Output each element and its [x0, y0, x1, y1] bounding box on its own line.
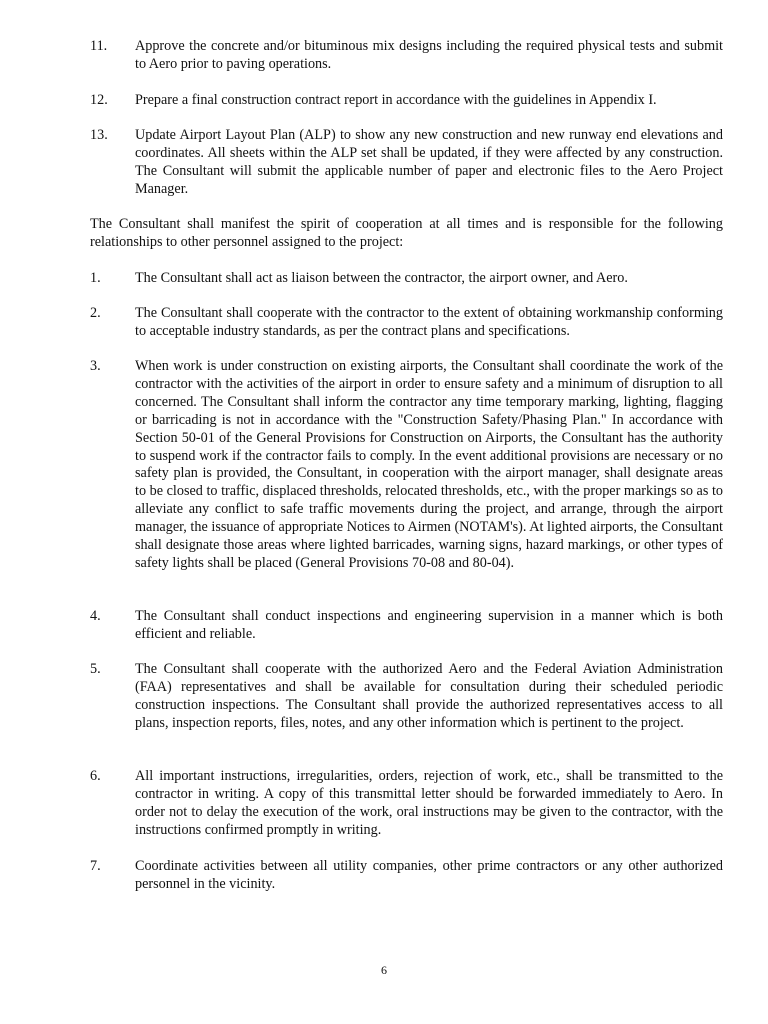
list-item-text: All important instructions, irregularities, orders, rejection of work, etc., shall be transmitted to the contractor in writing. A copy of this transmittal letter should be forwarded immediately to Aero. In order not to delay the execution of the work, oral instructions may be given to the contractor, with the instructions confirmed promptly in writing.: [135, 768, 723, 838]
list-item: [90, 358, 723, 573]
numbered-list-continued: [90, 38, 723, 74]
list-item-text: Coordinate activities between all utility companies, other prime contractors or any other authorized personnel in the vicinity.: [135, 858, 723, 892]
numbered-list: [90, 608, 723, 644]
page-number: 6: [381, 963, 387, 977]
list-item-text: The Consultant shall conduct inspections and engineering supervision in a manner which is both efficient and reliable.: [135, 608, 723, 642]
intro-paragraph: The Consultant shall manifest the spirit of cooperation at all times and is responsible for the following relationships to other personnel assigned to the project:: [90, 216, 723, 250]
list-item-number: 7.: [90, 858, 101, 874]
list-item-number: 2.: [90, 305, 101, 321]
list-item: [90, 608, 723, 644]
list-item-text: The Consultant shall cooperate with the contractor to the extent of obtaining workmanship conforming to acceptable industry standards, as per the contract plans and specifications.: [135, 305, 723, 339]
list-item-number: 6.: [90, 768, 101, 784]
list-item: [90, 858, 723, 894]
numbered-list: [90, 305, 723, 341]
list-item-text: Prepare a final construction contract report in accordance with the guidelines in Appendix I.: [135, 92, 657, 108]
numbered-list: [90, 270, 723, 288]
list-item: [90, 661, 723, 733]
numbered-list-continued: [90, 127, 723, 199]
list-item: [90, 92, 723, 110]
list-item: [90, 305, 723, 341]
list-item: [90, 38, 723, 74]
list-item: [90, 768, 723, 840]
numbered-list: [90, 358, 723, 573]
list-item-number: 13.: [90, 127, 108, 143]
list-item: [90, 127, 723, 199]
list-item-text: Update Airport Layout Plan (ALP) to show any new construction and new runway end elevations and coordinates. All sheets within the ALP set shall be updated, if they were affected by any construction. The Consultant will submit the applicable number of paper and electronic files to the Aero Project Manager.: [135, 127, 723, 197]
list-item: [90, 270, 723, 288]
list-item-number: 5.: [90, 661, 101, 677]
numbered-list: [90, 858, 723, 894]
numbered-list: [90, 768, 723, 840]
list-item-number: 4.: [90, 608, 101, 624]
list-item-text: The Consultant shall act as liaison between the contractor, the airport owner, and Aero.: [135, 270, 628, 286]
list-item-text: When work is under construction on existing airports, the Consultant shall coordinate the work of the contractor with the activities of the airport in order to ensure safety and a minimum of disruption to all concerned. The Consultant shall inform the contractor any time temporary marking, lighting, flagging or barricading is not in accordance with the "Construction Safety/Phasing Plan." In accordance with Section 50-01 of the General Provisions for Construction on Airports, the Consultant has the authority to suspend work if the contractor fails to comply. In the event additional provisions are necessary or no safety plan is provided, the Consultant, in cooperation with the airport manager, shall designate areas to be closed to traffic, displaced thresholds, relocated thresholds, etc., with the proper markings so as to alleviate any conflict to safe traffic movements during the project, and arrange, through the airport manager, the issuance of appropriate Notices to Airmen (NOTAM's). At lighted airports, the Consultant shall designate those areas where lighted barricades, warning signs, hazard markings, or other types of safety lights shall be placed (General Provisions 70-08 and 80-04).: [135, 358, 723, 571]
list-item-number: 3.: [90, 358, 101, 374]
list-item-number: 11.: [90, 38, 108, 54]
list-item-text: Approve the concrete and/or bituminous mix designs including the required physical tests and submit to Aero prior to paving operations.: [135, 38, 723, 72]
list-item-number: 12.: [90, 92, 108, 108]
list-item-text: The Consultant shall cooperate with the authorized Aero and the Federal Aviation Administration (FAA) representatives and shall be available for consultation during their scheduled periodic construction inspections. The Consultant shall provide the authorized representatives access to all plans, inspection reports, files, notes, and any other information which is pertinent to the project.: [135, 661, 723, 731]
numbered-list-continued: [90, 92, 723, 110]
numbered-list: [90, 661, 723, 733]
list-item-number: 1.: [90, 270, 101, 286]
